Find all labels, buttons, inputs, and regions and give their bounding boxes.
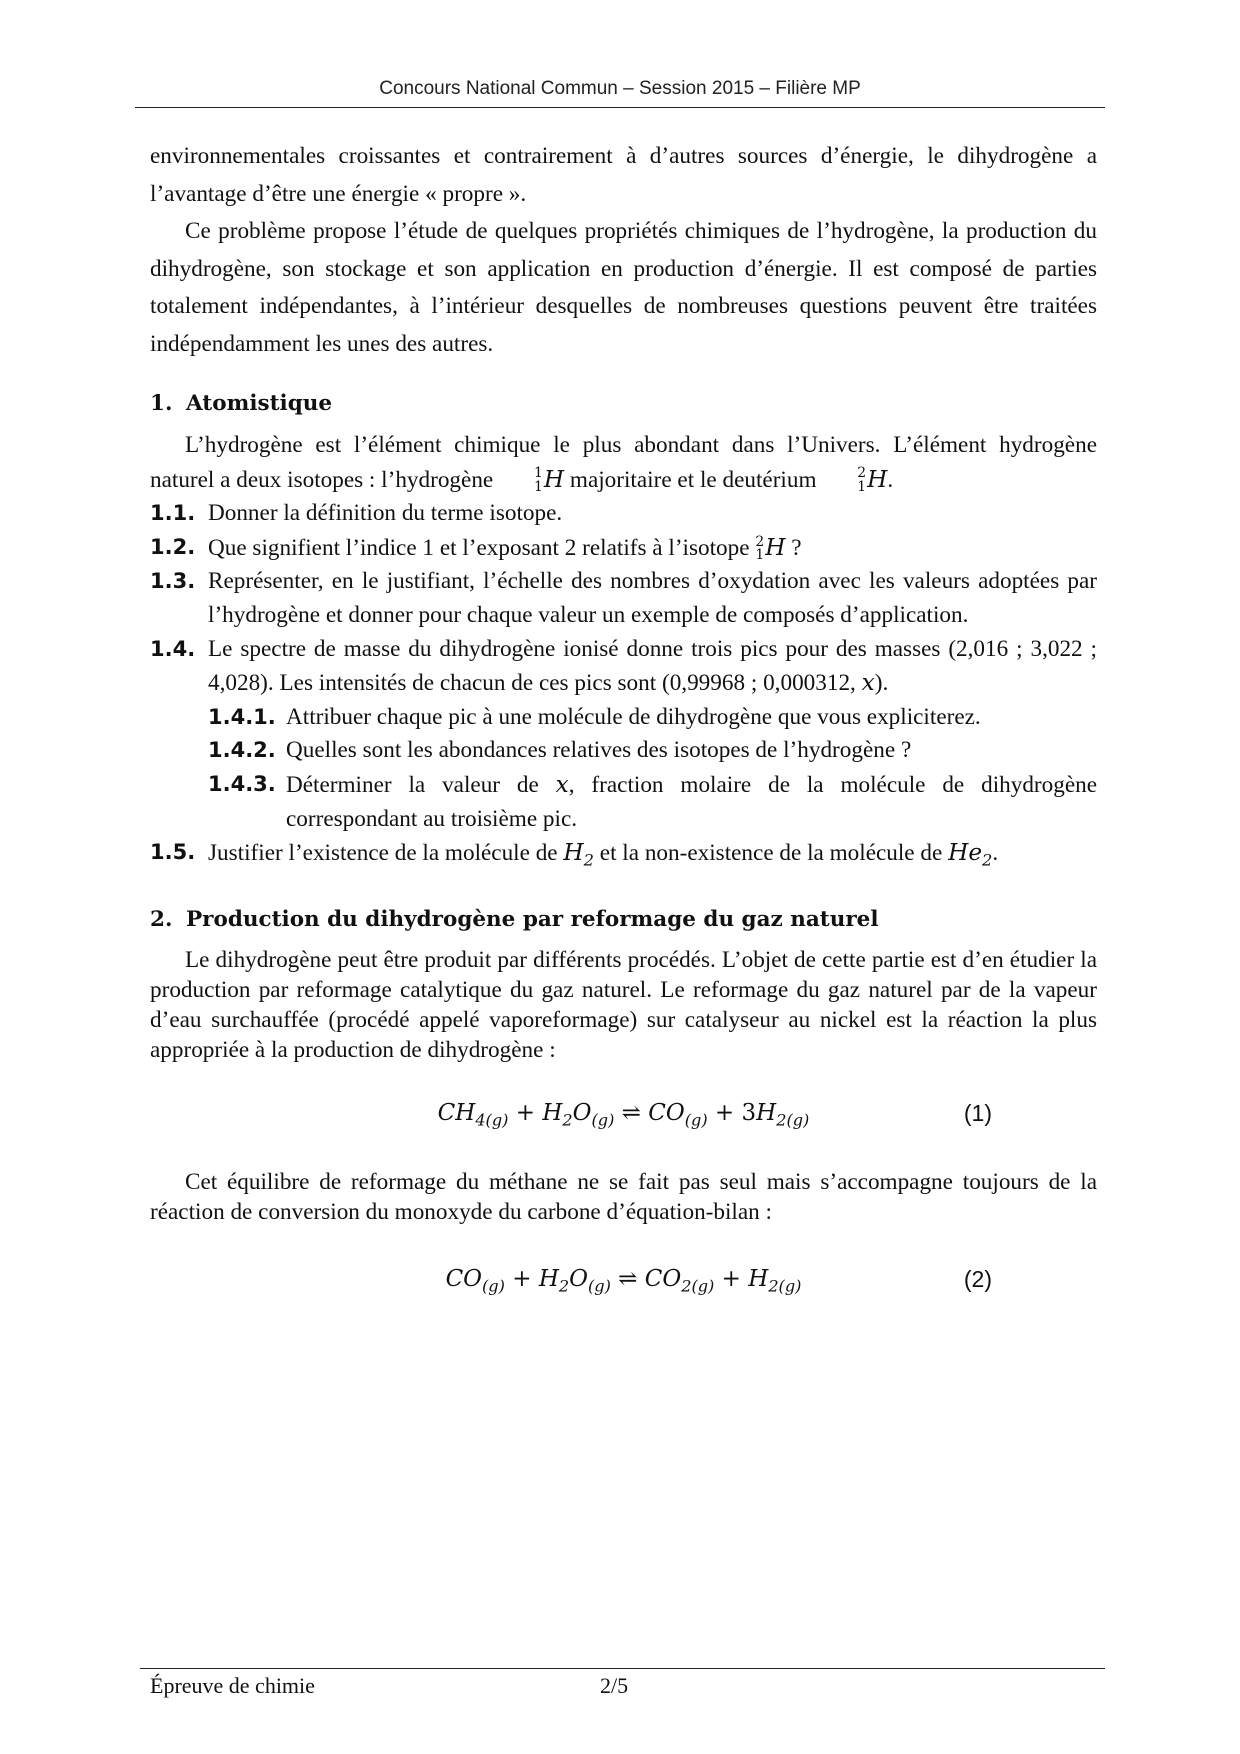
eq-term: CO	[644, 1266, 682, 1293]
equation-2	[150, 1249, 1097, 1311]
section-1-heading	[150, 387, 1097, 421]
intro-paragraph-1: environnementales croissantes et contrairement à d’autres sources d’énergie, le dihydrogène a l’avantage d’être une énergie « propre ».	[150, 143, 1097, 207]
question-text: Attribuer chaque pic à une molécule de dihydrogène que vous expliciterez.	[286, 703, 981, 730]
molecule-symbol: He	[948, 839, 983, 867]
equation-1-formula	[150, 1095, 1097, 1139]
isotope-h1-z: 1	[534, 479, 543, 496]
eq-sub: 2(g)	[681, 1276, 715, 1296]
page-number: 2/5	[600, 1673, 629, 1698]
question-text: Donner la définition du terme isotope.	[208, 500, 563, 527]
question-number: 1.4.2.	[208, 738, 276, 763]
eq-op: +	[504, 1266, 539, 1293]
section-2-number: 2.	[150, 907, 173, 933]
section-2-paragraph-1: Le dihydrogène peut être produit par différents procédés. L’objet de cette partie est d’en étudier la production par reformage catalytique du gaz naturel. Le reformage du gaz naturel par de la vapeur d’eau surchauffée (procédé appelé vaporeformage) sur catalyseur au nickel est la réaction la plus appropriée à la production de dihydrogène :	[150, 947, 1097, 1064]
molecule-symbol: H	[563, 839, 584, 867]
eq-op: +	[714, 1266, 749, 1293]
footer-title: Épreuve de chimie	[150, 1673, 315, 1698]
eq-sub: 2	[562, 1110, 573, 1130]
question-text	[208, 633, 1097, 701]
eq-sub: (g)	[684, 1110, 708, 1130]
eq-term: CO	[445, 1266, 483, 1293]
eq-term: H	[748, 1266, 769, 1293]
isotope-h1-symbol: H	[543, 465, 565, 493]
molecule-he2	[948, 839, 993, 870]
question-text-b: et la non-existence de la molécule de	[599, 840, 943, 867]
intro-paragraph-2: Ce problème propose l’étude de quelques propriétés chimiques de l’hydrogène, la production du dihydrogène, son stockage et son application en production d’énergie. Il est composé de parties totalement indépendantes, à l’intérieur desquelles de nombreuses questions peuvent être traitées indépendamment les unes des autres.	[150, 218, 1097, 357]
section-2-title: Production du dihydrogène par reformage du gaz naturel	[186, 907, 879, 933]
molecule-subscript: 2	[583, 850, 594, 870]
eq-op: +	[508, 1100, 543, 1127]
question-text: Représenter, en le justifiant, l’échelle des nombres d’oxydation avec les valeurs adoptées par l’hydrogène et donner pour chaque valeur un exemple de composés d’application.	[208, 568, 1097, 628]
molecule-subscript: 2	[982, 850, 993, 870]
question-number: 1.4.1.	[208, 704, 276, 729]
page-content	[150, 138, 1097, 1333]
question-number: 1.4.3.	[208, 771, 276, 796]
question-text-b: ).	[874, 670, 889, 697]
page-header: Concours National Commun – Session 2015 – Filière MP	[379, 78, 861, 99]
equilibrium-arrow-icon: ⇌	[614, 1100, 649, 1127]
question-text: Quelles sont les abondances relatives des isotopes de l’hydrogène ?	[286, 737, 912, 764]
eq-sub: (g)	[591, 1110, 615, 1130]
question-1-1	[150, 497, 1097, 531]
eq-sub: (g)	[482, 1276, 505, 1296]
variable-x: x	[555, 770, 569, 798]
question-text-b: ?	[791, 534, 802, 561]
molecule-h2	[563, 839, 594, 870]
question-number: 1.3.	[150, 569, 196, 594]
equilibrium-arrow-icon: ⇌	[610, 1266, 645, 1293]
isotope-h1	[499, 467, 543, 495]
section-2-paragraph-2: Cet équilibre de reformage du méthane ne se fait pas seul mais s’accompagne toujours de la réaction de conversion du monoxyde du carbone d’équation-bilan :	[150, 1169, 1097, 1226]
eq-sub: 4(g)	[475, 1110, 509, 1130]
eq-sub: 2	[558, 1276, 570, 1296]
question-text-a: Que signifient l’indice 1 et l’exposant 2 relatifs à l’isotope	[208, 534, 750, 561]
eq-sub: 2(g)	[776, 1110, 810, 1130]
isotope-symbol: H	[765, 533, 786, 561]
question-1-4-3	[150, 768, 1097, 836]
eq-term: O	[569, 1266, 588, 1293]
isotope-mass: 2	[755, 533, 765, 550]
question-text	[286, 768, 1097, 836]
question-number: 1.2.	[150, 534, 196, 559]
question-1-4-1	[150, 701, 1097, 735]
question-text-b: , fraction molaire de la molécule de dihydrogène correspondant au troisième pic.	[286, 771, 1098, 832]
section-1-number: 1.	[150, 391, 173, 416]
header-rule	[135, 107, 1105, 108]
eq-sub: (g)	[587, 1276, 611, 1296]
footer-rule	[140, 1668, 1105, 1669]
question-text-a: Justifier l’existence de la molécule de	[208, 840, 558, 867]
section-1-title: Atomistique	[186, 391, 333, 416]
question-text-a: Le spectre de masse du dihydrogène ionisé donne trois pics pour des masses (2,016 ; 3,022 ; 4,028). Les intensités de chacun de ces pics sont (0,99968 ; 0,000312,	[208, 635, 1097, 697]
question-1-4-2	[150, 734, 1097, 768]
eq-term: H	[538, 1266, 559, 1293]
isotope-h2-mass: 2	[857, 465, 867, 482]
variable-x: x	[861, 669, 875, 697]
eq-term: O	[572, 1100, 592, 1127]
eq-term: H	[756, 1100, 777, 1127]
question-number: 1.5.	[150, 840, 196, 865]
question-text	[208, 531, 1097, 566]
question-text-a: Déterminer la valeur de	[286, 771, 539, 798]
question-1-4	[150, 633, 1097, 701]
isotope-z: 1	[755, 547, 765, 564]
question-1-5	[150, 836, 1097, 877]
question-text	[208, 836, 1097, 877]
question-number: 1.4.	[150, 636, 196, 661]
question-1-2	[150, 531, 1097, 566]
question-number: 1.1.	[150, 501, 196, 526]
isotope-h2	[822, 467, 866, 495]
eq-op: + 3	[707, 1100, 757, 1127]
equation-2-formula	[150, 1261, 1097, 1305]
equation-1-label: (1)	[963, 1100, 992, 1127]
section-1-intro-text-a: L’hydrogène est l’élément chimique le plus abondant dans l’Univers. L’élément hydrogène naturel a deux isotopes : l’hydrogène	[150, 432, 1097, 493]
eq-sub: 2(g)	[768, 1276, 802, 1296]
section-1-intro-text-b: majoritaire et le deutérium	[569, 466, 817, 493]
isotope-h1-mass: 1	[534, 465, 543, 482]
eq-term: CO	[648, 1100, 685, 1127]
isotope-h2-inline	[755, 533, 765, 564]
section-1-intro-text-c: .	[887, 466, 894, 493]
isotope-h2-symbol: H	[867, 465, 888, 493]
section-1-intro	[150, 429, 1097, 497]
isotope-h2-z: 1	[857, 479, 867, 496]
eq-term: H	[542, 1100, 563, 1127]
eq-term: CH	[437, 1100, 476, 1127]
question-1-3	[150, 565, 1097, 632]
equation-1	[150, 1083, 1097, 1145]
section-2-heading	[150, 903, 1097, 937]
equation-2-label: (2)	[963, 1266, 992, 1293]
question-text-c: .	[992, 840, 999, 867]
